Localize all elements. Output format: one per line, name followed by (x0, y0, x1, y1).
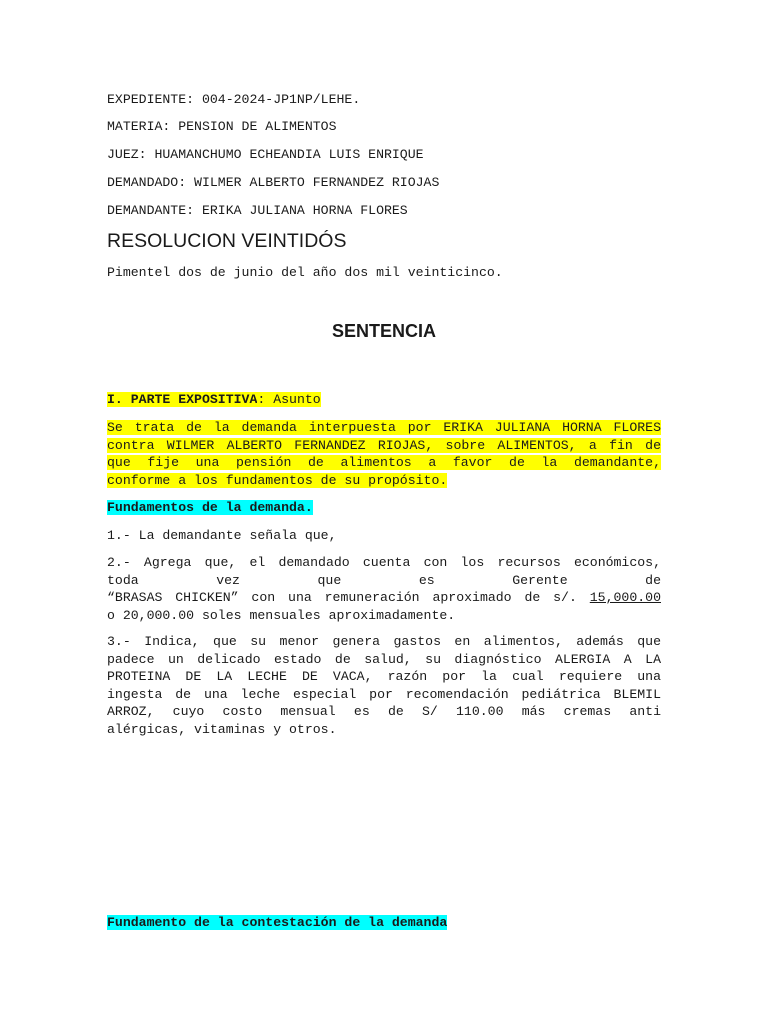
item2-line: “BRASAS CHICKEN” con una remuneración aproximado de s/. 15,000.00 (107, 590, 661, 605)
item3-line: 3.- Indica, que su menor genera gastos en alimentos, además que (107, 634, 661, 649)
document-title: SENTENCIA (331, 321, 436, 341)
materia-line: MATERIA: PENSION DE ALIMENTOS (107, 119, 337, 134)
item2-line: 2.- Agrega que, el demandado cuenta con los recursos económicos, (107, 555, 661, 570)
intro-line: Se trata de la demanda interpuesta por ERIKA JULIANA HORNA FLORES (107, 420, 661, 435)
item3-line: ingesta de una leche especial por recomendación pediátrica BLEMIL (107, 686, 661, 702)
section-heading-bold: I. PARTE EXPOSITIVA (107, 392, 258, 407)
fundamentos-heading-text: Fundamentos de la demanda. (107, 500, 313, 515)
item3-line: ARROZ, cuyo costo mensual es de S/ 110.00 más cremas anti (107, 704, 661, 719)
contestacion-heading (107, 914, 447, 932)
juez-line: JUEZ: HUAMANCHUMO ECHEANDIA LUIS ENRIQUE (107, 147, 424, 162)
section-heading-rest: : Asunto (257, 392, 321, 407)
item3-line: alérgicas, vitaminas y otros. (107, 721, 337, 737)
contestacion-heading-text: Fundamento de la contestación de la demanda (107, 915, 448, 930)
item2-line: o 20,000.00 soles mensuales aproximadamente. (107, 607, 456, 623)
fundamentos-heading (107, 499, 313, 517)
item3-line: PROTEINA DE LA LECHE DE VACA, razón por la cual requiere una (107, 669, 661, 684)
intro-paragraph (107, 419, 661, 489)
item3-line: padece un delicado estado de salud, su diagnóstico ALERGIA A LA (107, 651, 661, 667)
item2-line: toda vez que es Gerente de (107, 572, 661, 588)
expediente-line: EXPEDIENTE: 004-2024-JP1NP/LEHE. (107, 92, 361, 107)
fundamento-item-2 (107, 554, 661, 624)
intro-line: conforme a los fundamentos de su propósito. (107, 472, 448, 488)
intro-line: que fije una pensión de alimentos a favor de la demandante, (107, 455, 661, 470)
date-line: Pimentel dos de junio del año dos mil veinticinco. (107, 265, 503, 280)
intro-line: contra WILMER ALBERTO FERNANDEZ RIOJAS, sobre ALIMENTOS, a fin de (107, 437, 661, 453)
fundamento-item-3 (107, 633, 661, 738)
demandado-line: DEMANDADO: WILMER ALBERTO FERNANDEZ RIOJAS (107, 175, 440, 190)
section-heading (107, 391, 321, 409)
fundamento-item-1: 1.- La demandante señala que, (107, 528, 337, 543)
amount-underlined: 15,000.00 (589, 590, 661, 605)
resolution-title: RESOLUCION VEINTIDÓS (107, 230, 347, 252)
demandante-line: DEMANDANTE: ERIKA JULIANA HORNA FLORES (107, 203, 408, 218)
